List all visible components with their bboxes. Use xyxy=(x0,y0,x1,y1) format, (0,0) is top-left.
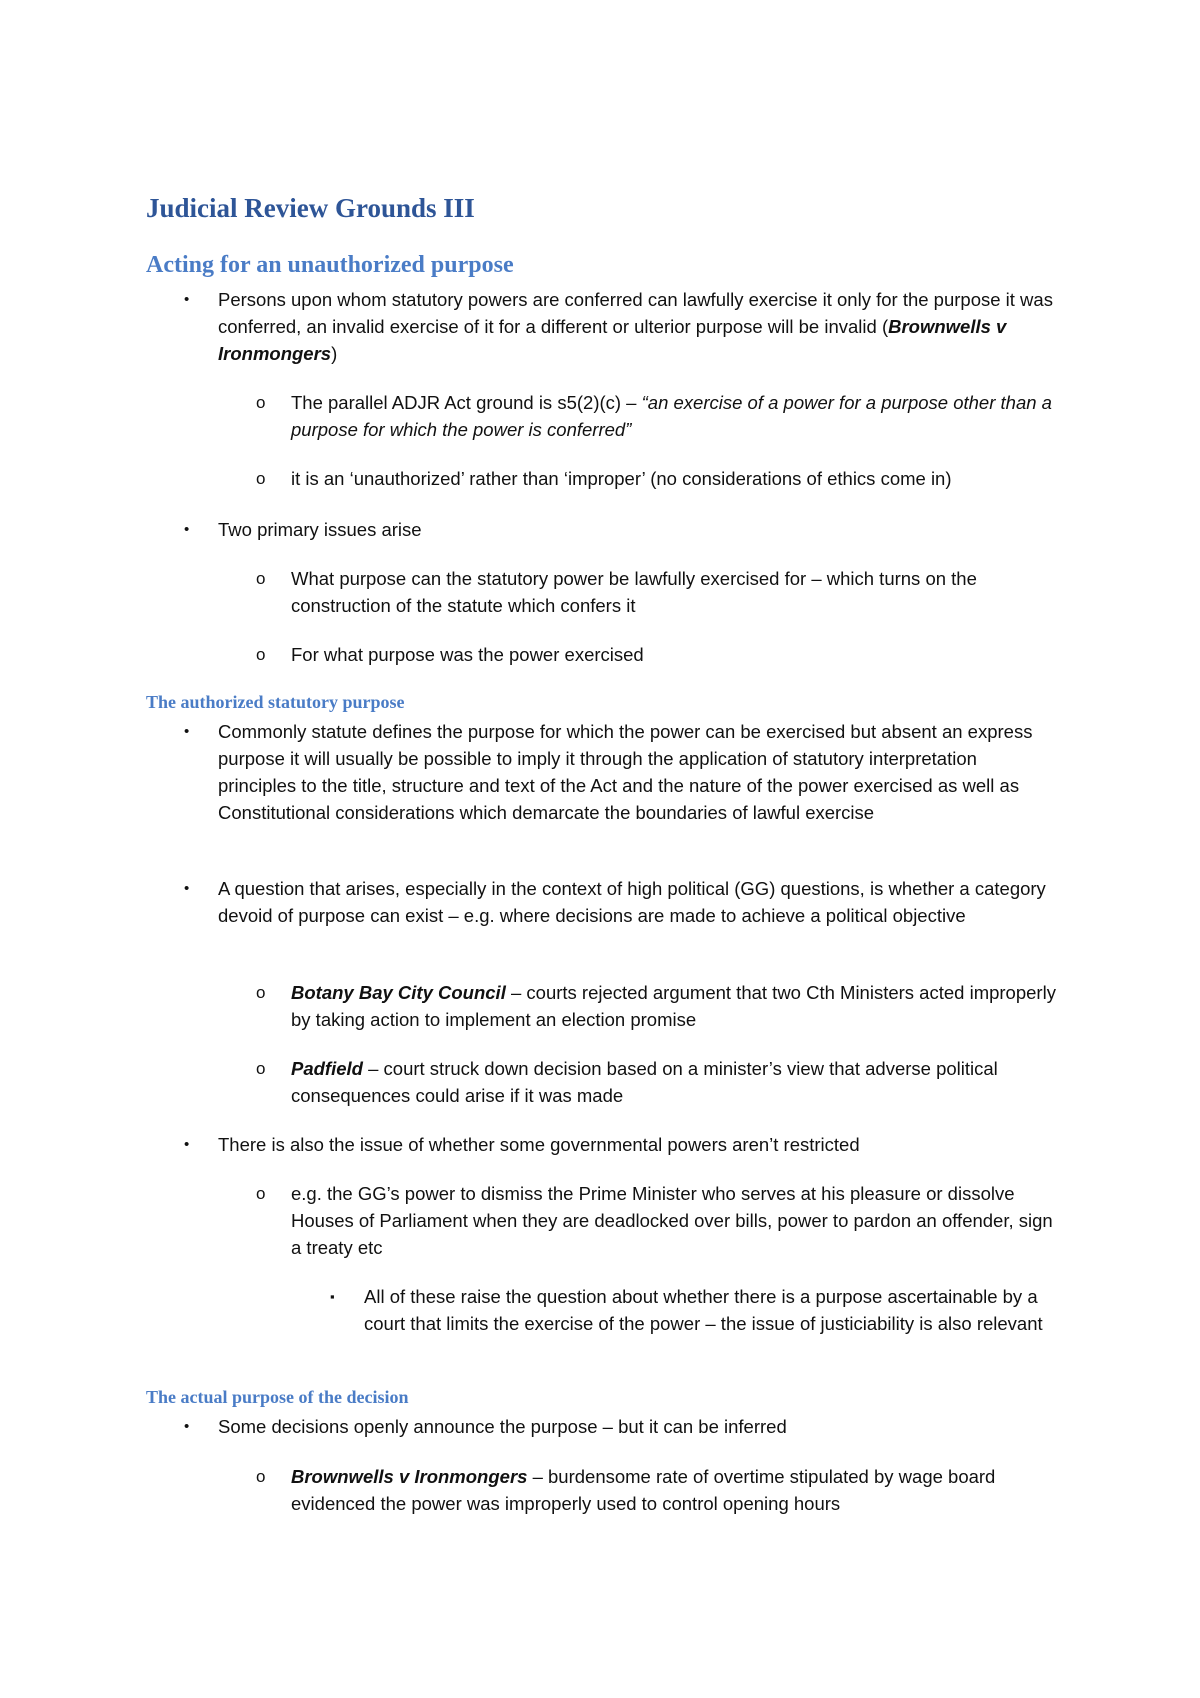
sub-sub-bullet-justiciability: All of these raise the question about whether there is a purpose ascertainable by a court that limits the exercise of the power – the issue of justiciability is also relevant xyxy=(364,1286,1043,1334)
case-name: Brownwells v Ironmongers xyxy=(218,316,1007,364)
bullet-marker: • xyxy=(184,1136,190,1153)
sub-bullet-marker: o xyxy=(256,1059,266,1078)
sub-bullet-marker: o xyxy=(256,469,266,488)
sub-bullet-botany-bay: Botany Bay City Council – courts rejected argument that two Cth Ministers acted improperly by taking action to implement an election promise xyxy=(291,982,1056,1030)
sub-bullet-padfield: Padfield – court struck down decision based on a minister’s view that adverse political consequences could arise if it was made xyxy=(291,1058,998,1106)
bullet-item-statute-defines-purpose: Commonly statute defines the purpose for which the power can be exercised but absent an express purpose it will usually be possible to imply it through the application of statutory interpretation principles to the title, structure and text of the Act and the nature of the power exercised as well as Constitutional considerations which demarcate the boundaries of lawful exercise xyxy=(218,721,1033,823)
sub-bullet-marker: o xyxy=(256,1467,266,1486)
sub-bullet-marker: o xyxy=(256,983,266,1002)
document-title: Judicial Review Grounds III xyxy=(146,193,475,223)
case-name: Brownwells v Ironmongers xyxy=(291,1466,528,1487)
bullet-item-two-issues: Two primary issues arise xyxy=(218,519,422,540)
sub-bullet-marker: o xyxy=(256,393,266,412)
case-name: Botany Bay City Council xyxy=(291,982,506,1003)
sub-sub-bullet-marker: ▪ xyxy=(330,1289,335,1304)
bullet-item-category-devoid-of-purpose: A question that arises, especially in the context of high political (GG) questions, is whether a category devoid of purpose can exist – e.g. where decisions are made to achieve a political objective xyxy=(218,878,1046,926)
sub-bullet-adjr-ground: The parallel ADJR Act ground is s5(2)(c) – “an exercise of a power for a purpose other than a purpose for which the power is conferred” xyxy=(291,392,1052,440)
bullet-item-unrestricted-powers: There is also the issue of whether some governmental powers aren’t restricted xyxy=(218,1134,860,1155)
section-heading-actual-purpose: The actual purpose of the decision xyxy=(146,1387,409,1407)
bullet-marker: • xyxy=(184,521,190,538)
case-name: Padfield xyxy=(291,1058,363,1079)
bullet-marker: • xyxy=(184,1418,190,1435)
sub-bullet-marker: o xyxy=(256,1184,266,1203)
bullet-marker: • xyxy=(184,880,190,897)
sub-bullet-brownwells: Brownwells v Ironmongers – burdensome rate of overtime stipulated by wage board evidenced the power was improperly used to control opening hours xyxy=(291,1466,996,1514)
bullet-item-inferred-purpose: Some decisions openly announce the purpose – but it can be inferred xyxy=(218,1416,787,1437)
bullet-marker: • xyxy=(184,723,190,740)
sub-bullet-marker: o xyxy=(256,645,266,664)
bullet-marker: • xyxy=(184,291,190,308)
sub-bullet-marker: o xyxy=(256,569,266,588)
sub-bullet-purpose-exercised: For what purpose was the power exercised xyxy=(291,644,644,665)
sub-bullet-lawful-purpose: What purpose can the statutory power be lawfully exercised for – which turns on the construction of the statute which confers it xyxy=(291,568,977,616)
section-heading-unauthorized-purpose: Acting for an unauthorized purpose xyxy=(146,252,514,278)
bullet-item-purpose-conferred: Persons upon whom statutory powers are conferred can lawfully exercise it only for the purpose it was conferred, an invalid exercise of it for a different or ulterior purpose will be invalid (Brownwells v Ironmongers) xyxy=(218,289,1053,364)
section-heading-authorized-statutory-purpose: The authorized statutory purpose xyxy=(146,692,405,712)
sub-bullet-gg-powers: e.g. the GG’s power to dismiss the Prime Minister who serves at his pleasure or dissolve Houses of Parliament when they are deadlocked over bills, power to pardon an offender, sign a treaty etc xyxy=(291,1183,1053,1258)
sub-bullet-unauthorized-vs-improper: it is an ‘unauthorized’ rather than ‘improper’ (no considerations of ethics come in) xyxy=(291,468,952,489)
statute-quote: “an exercise of a power for a purpose other than a purpose for which the power is conferred” xyxy=(291,392,1052,440)
